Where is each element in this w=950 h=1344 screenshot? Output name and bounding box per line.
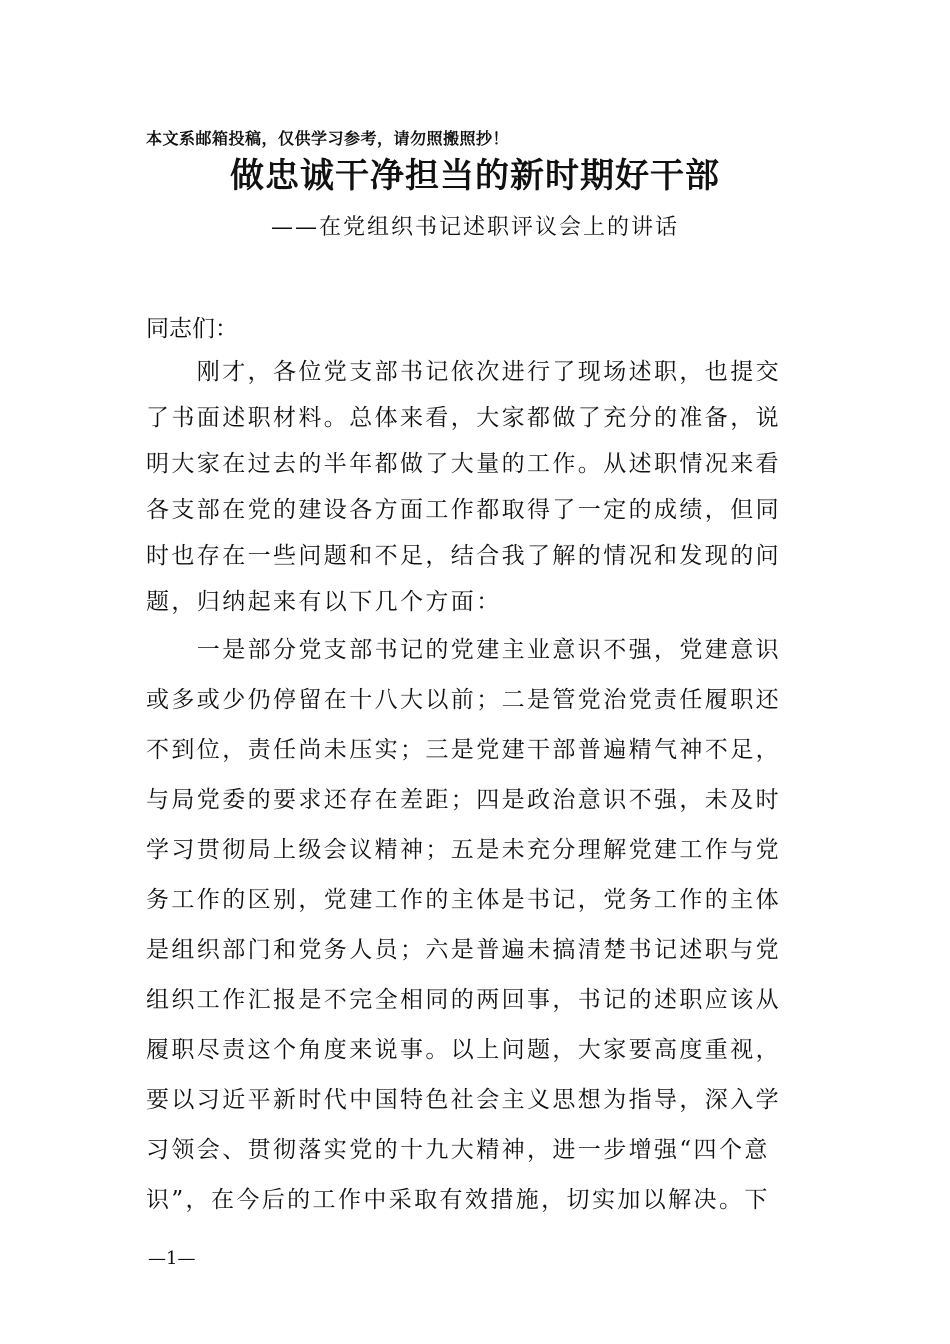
text-line: 组织工作汇报是不完全相同的两回事，书记的述职应该从 bbox=[146, 987, 781, 1013]
text-line: 明大家在过去的半年都做了大量的工作。从述职情况来看 bbox=[146, 451, 781, 477]
text-line: 是组织部门和党务人员；六是普遍未搞清楚书记述职与党 bbox=[146, 937, 781, 963]
document-subtitle: ——在党组织书记述职评议会上的讲话 bbox=[270, 215, 679, 240]
submission-notice: 本文系邮箱投稿，仅供学习参考，请勿照搬照抄！ bbox=[146, 129, 510, 148]
text-line: 各支部在党的建设各方面工作都取得了一定的成绩，但同 bbox=[146, 497, 781, 523]
page-number: —1— bbox=[148, 1248, 196, 1269]
text-line: 刚才，各位党支部书记依次进行了现场述职，也提交 bbox=[146, 359, 781, 385]
text-line: 时也存在一些问题和不足，结合我了解的情况和发现的问 bbox=[146, 543, 781, 569]
document-title: 做忠诚干净担当的新时期好干部 bbox=[230, 156, 720, 196]
text-line: 了书面述职材料。总体来看，大家都做了充分的准备，说 bbox=[146, 405, 781, 431]
text-line: 学习贯彻局上级会议精神；五是未充分理解党建工作与党 bbox=[146, 837, 781, 863]
text-line: 务工作的区别，党建工作的主体是书记，党务工作的主体 bbox=[146, 887, 781, 913]
salutation: 同志们： bbox=[146, 316, 238, 342]
text-line: 习领会、贯彻落实党的十九大精神，进一步增强“四个意 bbox=[146, 1137, 770, 1163]
text-line: 不到位，责任尚未压实；三是党建干部普遍精气神不足， bbox=[146, 737, 781, 763]
text-line: 题，归纳起来有以下几个方面： bbox=[146, 589, 502, 615]
text-line: 识”，在今后的工作中采取有效措施，切实加以解决。下 bbox=[146, 1187, 770, 1213]
text-line: 履职尽责这个角度来说事。以上问题，大家要高度重视， bbox=[146, 1037, 781, 1063]
text-line: 或多或少仍停留在十八大以前；二是管党治党责任履职还 bbox=[146, 687, 781, 713]
text-line: 要以习近平新时代中国特色社会主义思想为指导，深入学 bbox=[146, 1087, 781, 1113]
paragraph-2 bbox=[146, 625, 806, 1225]
text-line: 与局党委的要求还存在差距；四是政治意识不强，未及时 bbox=[146, 787, 781, 813]
paragraph-1 bbox=[146, 349, 806, 625]
body-text bbox=[146, 349, 806, 1225]
text-line: 一是部分党支部书记的党建主业意识不强，党建意识 bbox=[146, 637, 781, 663]
